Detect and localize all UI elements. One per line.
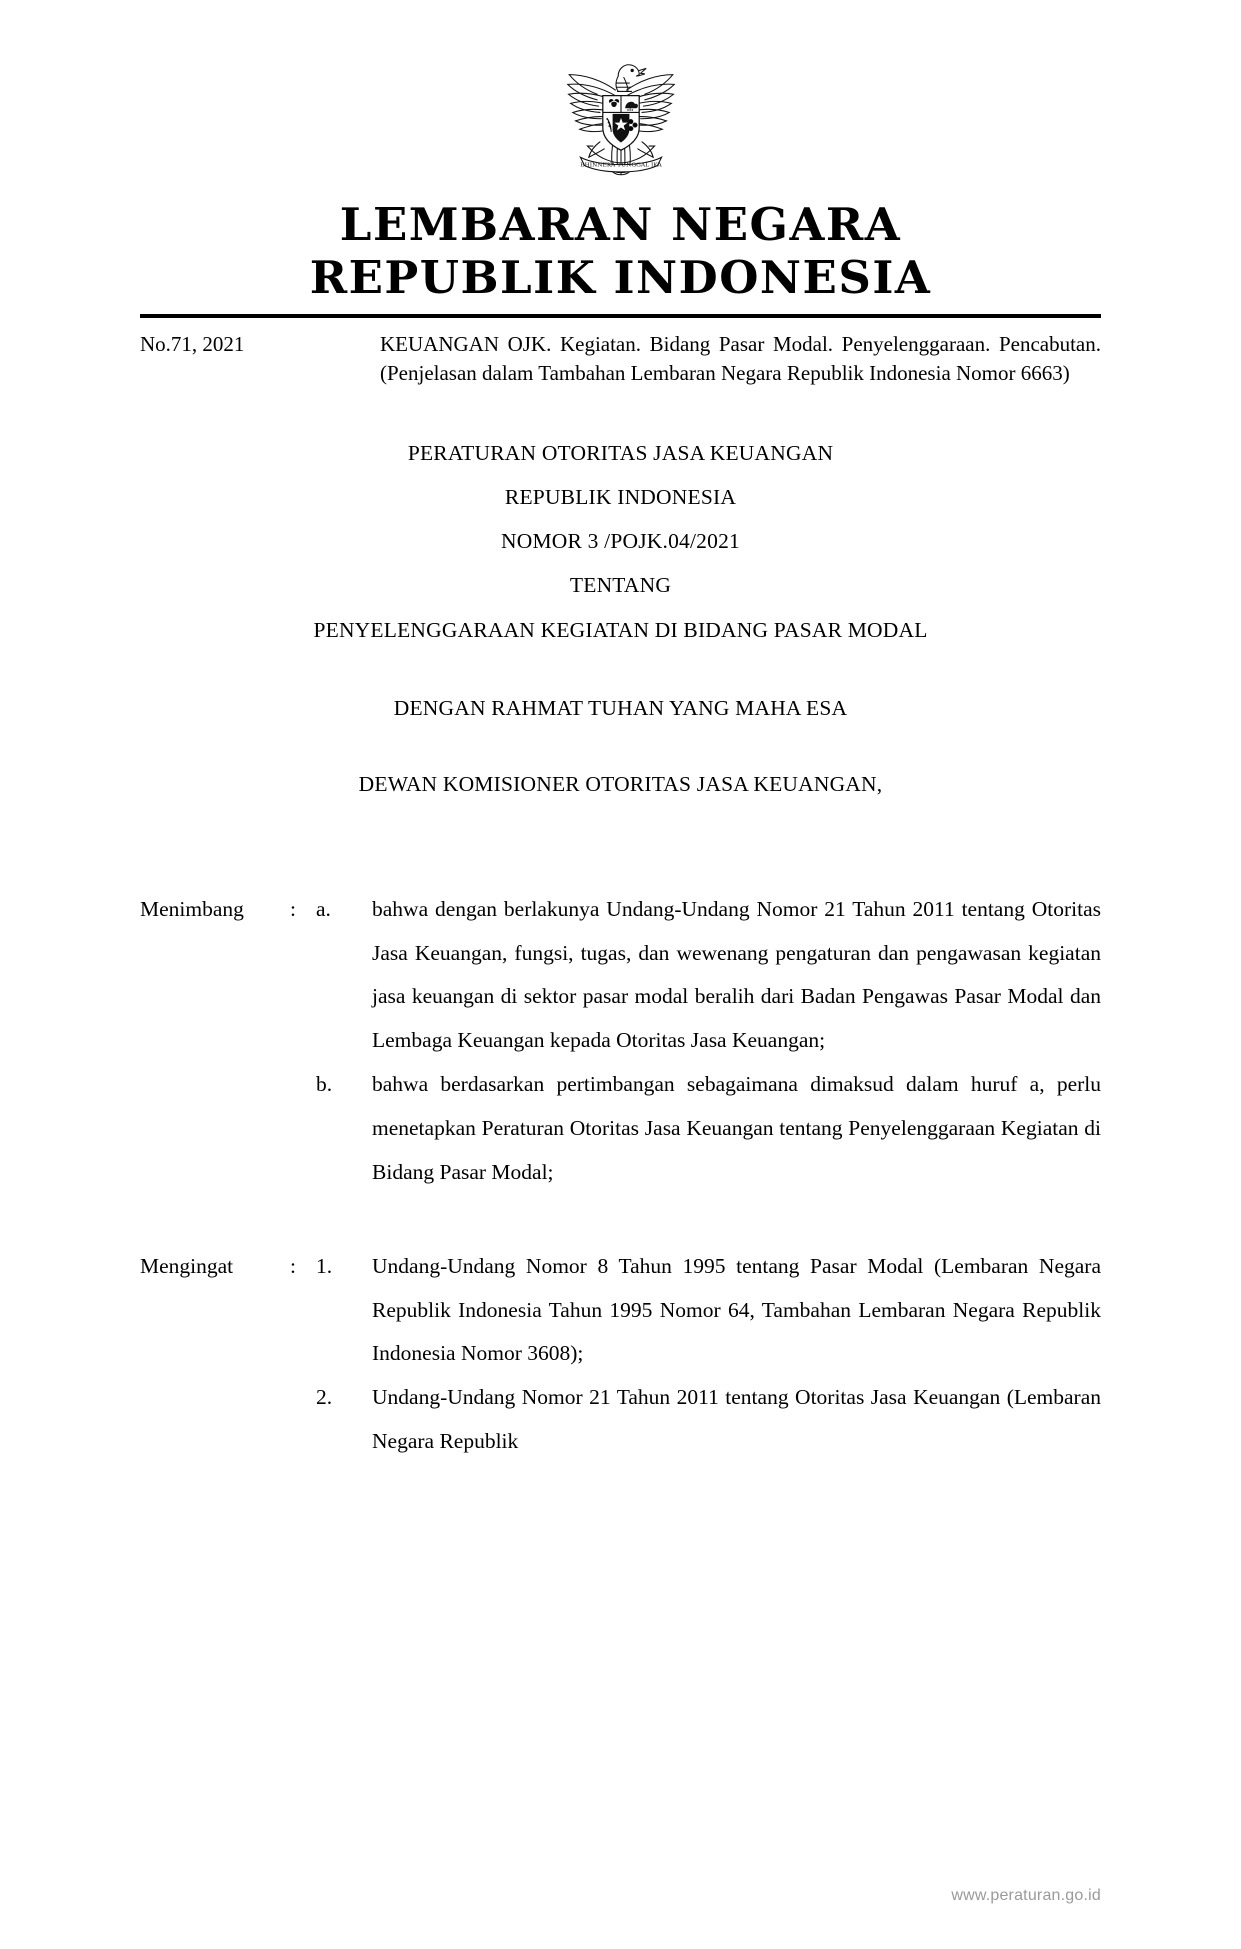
recalling-marker-1: 1. — [316, 1253, 333, 1278]
gazette-title-line2: REPUBLIK INDONESIA — [309, 251, 932, 305]
council-line: DEWAN KOMISIONER OTORITAS JASA KEUANGAN, — [358, 771, 883, 796]
masthead — [0, 0, 1241, 318]
recalling-item-2 — [140, 1376, 1101, 1464]
considering-label: Menimbang — [140, 896, 244, 921]
recalling-text-1: Undang-Undang Nomor 8 Tahun 1995 tentang Pasar Modal (Lembaran Negara Republik Indonesia Tahun 1995 Nomor 64, Tambahan Lembaran Negara Republik Indonesia Nomor 3608); — [372, 1253, 1101, 1366]
regulation-heading-line2: REPUBLIK INDONESIA — [504, 485, 737, 510]
recalling-text-2: Undang-Undang Nomor 21 Tahun 2011 tentang Otoritas Jasa Keuangan (Lembaran Negara Republik — [372, 1385, 1101, 1454]
considering-text-b: bahwa berdasarkan pertimbangan sebagaimana dimaksud dalam huruf a, perlu menetapkan Peraturan Otoritas Jasa Keuangan tentang Penyelenggaraan Kegiatan di Bidang Pasar Modal; — [372, 1072, 1101, 1184]
regulation-subject-title: PENYELENGGARAAN KEGIATAN DI BIDANG PASAR MODAL — [313, 617, 928, 642]
considering-item-b — [140, 1063, 1101, 1195]
regulation-number: NOMOR 3 /POJK.04/2021 — [501, 529, 740, 554]
masthead-divider — [140, 314, 1101, 318]
blessing-line: DENGAN RAHMAT TUHAN YANG MAHA ESA — [393, 695, 848, 720]
recalling-item-1 — [140, 1245, 1101, 1377]
recalling-label: Mengingat — [140, 1253, 234, 1278]
recalling-block — [140, 1245, 1101, 1464]
regulation-heading — [140, 431, 1101, 651]
gazette-title — [0, 198, 1241, 304]
considering-block — [140, 888, 1101, 1195]
gazette-number: No.71, 2021 — [140, 332, 245, 357]
recalling-colon: : — [290, 1253, 296, 1278]
considering-item-a — [140, 888, 1101, 1063]
garuda-pancasila-emblem — [551, 52, 691, 182]
gazette-title-line1: LEMBARAN NEGARA — [339, 198, 902, 251]
considering-marker-a: a. — [316, 896, 331, 921]
footer-watermark: www.peraturan.go.id — [951, 1887, 1101, 1904]
regulation-heading-tentang: TENTANG — [569, 573, 672, 598]
gazette-meta-row — [140, 330, 1101, 387]
considering-colon: : — [290, 896, 296, 921]
gazette-subject: KEUANGAN OJK. Kegiatan. Bidang Pasar Modal. Penyelenggaraan. Pencabutan. (Penjelasan dalam Tambahan Lembaran Negara Republik Indonesia Nomor 6663) — [380, 332, 1101, 385]
considering-text-a: bahwa dengan berlakunya Undang-Undang Nomor 21 Tahun 2011 tentang Otoritas Jasa Keuangan, fungsi, tugas, dan wewenang pengaturan dan pengawasan kegiatan jasa keuangan di sektor pasar modal beralih dari Badan Pengawas Pasar Modal dan Lembaga Keuangan kepada Otoritas Jasa Keuangan; — [372, 896, 1101, 1053]
svg-text:BHINNEKA TUNGGAL IKA: BHINNEKA TUNGGAL IKA — [579, 161, 662, 169]
considering-marker-b: b. — [316, 1072, 333, 1097]
regulation-heading-line1: PERATURAN OTORITAS JASA KEUANGAN — [407, 441, 834, 466]
recalling-marker-2: 2. — [316, 1385, 333, 1410]
